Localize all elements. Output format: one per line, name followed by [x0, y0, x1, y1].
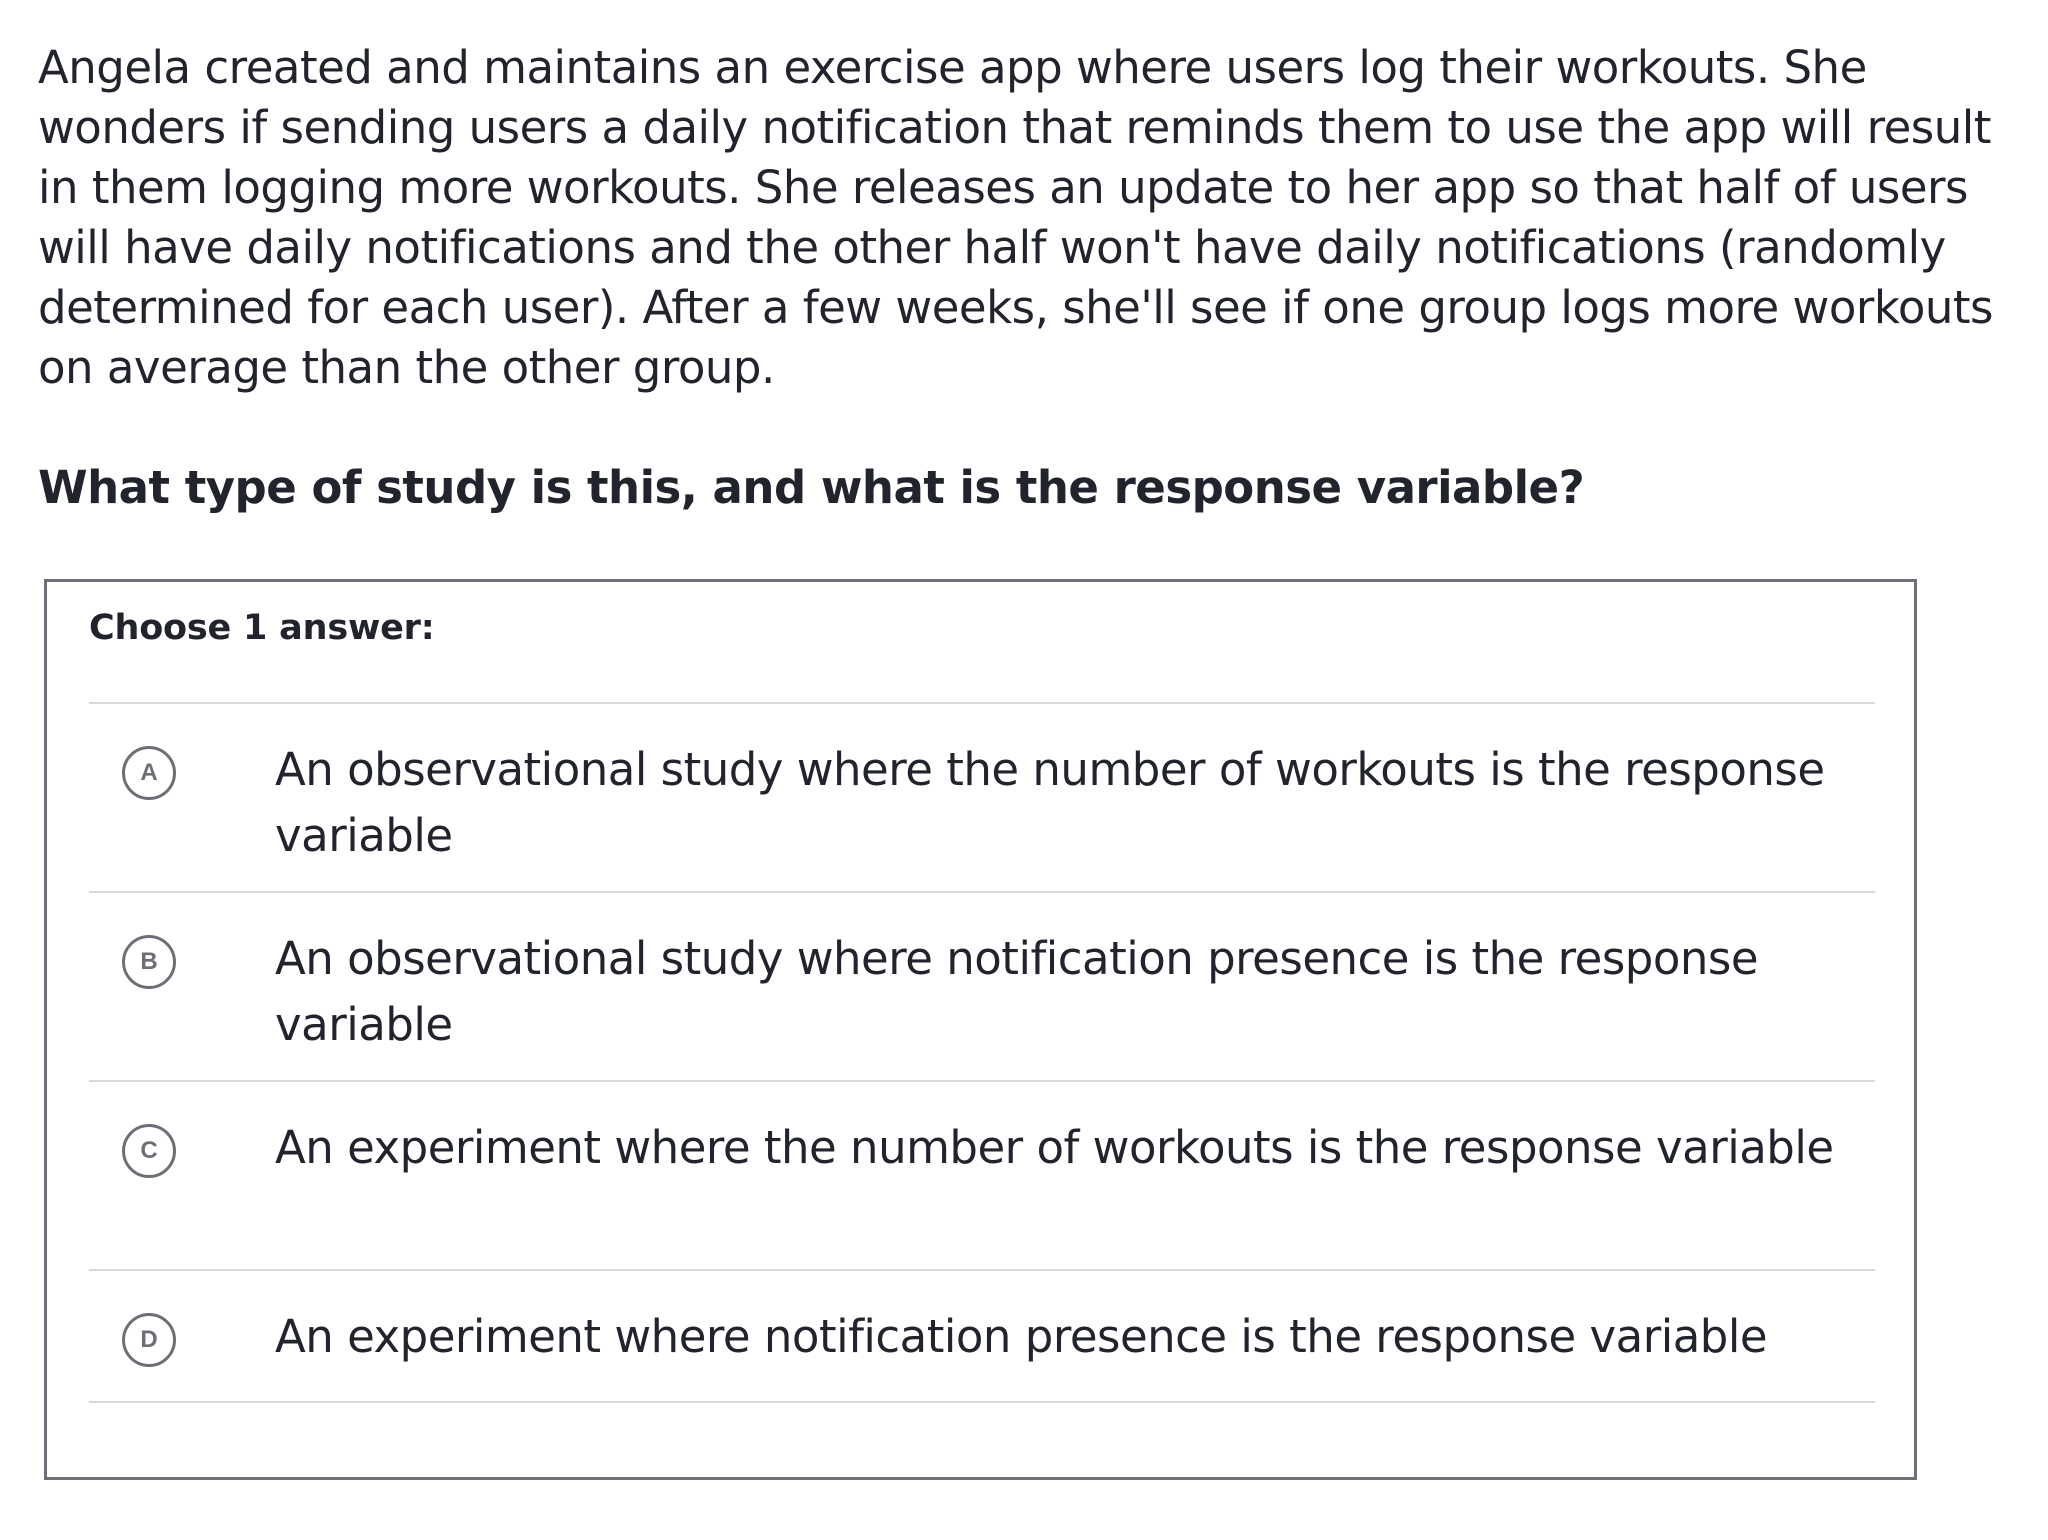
choice-b[interactable]: [89, 893, 1875, 1082]
choice-c-text[interactable]: An experiment where the number of workouts is the response variable: [275, 1121, 1834, 1174]
choose-answer-label: Choose 1 answer:: [89, 608, 435, 648]
choice-list: [89, 702, 1875, 1403]
choice-b-text[interactable]: An observational study where notification presence is the response variable: [275, 932, 1759, 1051]
choice-c-letter-icon[interactable]: C: [122, 1124, 176, 1178]
question-prompt: What type of study is this, and what is the response variable?: [38, 461, 1585, 514]
choice-c[interactable]: [89, 1082, 1875, 1271]
choice-d[interactable]: [89, 1271, 1875, 1403]
answer-choices-box: [44, 579, 1917, 1480]
choice-a-text[interactable]: An observational study where the number of workouts is the response variable: [275, 743, 1825, 862]
problem-passage: Angela created and maintains an exercise app where users log their workouts. She wonders if sending users a daily notification that reminds them to use the app will result in them logging more workouts. She releases an update to her app so that half of users will have daily notifications and the other half won't have daily notifications (randomly determined for each user). After a few weeks, she'll see if one group logs more workouts on average than the other group.: [38, 41, 1993, 394]
choice-a[interactable]: [89, 704, 1875, 893]
choice-d-letter-icon[interactable]: D: [122, 1313, 176, 1367]
choice-b-letter-icon[interactable]: B: [122, 935, 176, 989]
choice-a-letter-icon[interactable]: A: [122, 746, 176, 800]
choice-d-text[interactable]: An experiment where notification presence is the response variable: [275, 1310, 1768, 1363]
